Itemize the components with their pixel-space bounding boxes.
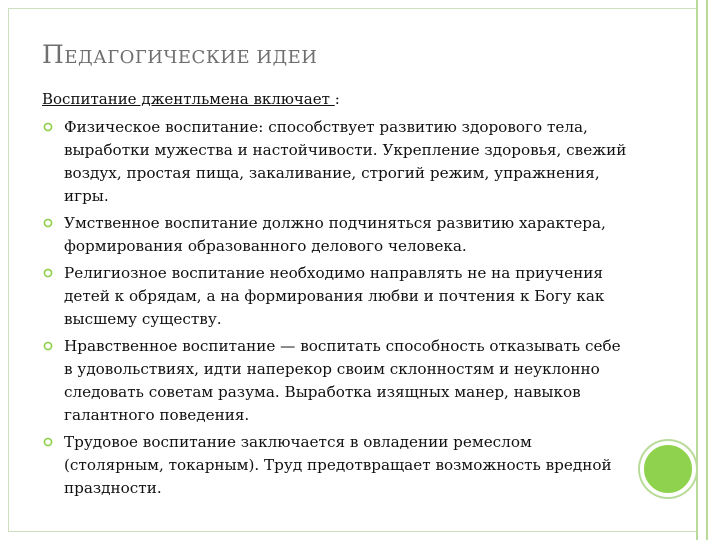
list-item-text: Нравственное воспитание — воспитать способность отказывать себе в удовольствиях, идти наперекор своим склонностям и неуклонно следовать советам разума. Выработка изящных манер, навыков галантного поведения.: [64, 337, 621, 424]
list-item: [42, 212, 632, 258]
list-item: [42, 262, 632, 331]
title-rest: ЕДАГОГИЧЕСКИЕ ИДЕИ: [64, 47, 318, 68]
subtitle-underlined: Воспитание джентльмена включает: [42, 90, 335, 108]
list-item-text: Физическое воспитание: способствует развитию здорового тела, выработки мужества и настойчивости. Укрепление здоровья, свежий воздух, простая пища, закаливание, строгий режим, упражнения, игры.: [64, 118, 627, 205]
hollow-circle-bullet-icon: [43, 437, 53, 447]
list-item: [42, 116, 632, 208]
title-first-letter: П: [42, 40, 65, 69]
list-item-text: Религиозное воспитание необходимо направлять не на приучения детей к обрядам, а на формирования любви и почтения к Богу как высшему существу.: [64, 264, 605, 328]
list-item: [42, 335, 632, 427]
green-circle-decoration: [640, 441, 696, 497]
hollow-circle-bullet-icon: [43, 341, 53, 351]
bullet-list: [42, 116, 632, 504]
list-item: [42, 431, 632, 500]
hollow-circle-bullet-icon: [43, 218, 53, 228]
list-item-text: Умственное воспитание должно подчиняться развитию характера, формирования образованного делового человека.: [64, 214, 606, 255]
slide-subtitle: [42, 90, 340, 108]
hollow-circle-bullet-icon: [43, 268, 53, 278]
hollow-circle-bullet-icon: [43, 122, 53, 132]
subtitle-colon: :: [334, 90, 340, 108]
right-decorative-bar: [696, 0, 708, 540]
list-item-text: Трудовое воспитание заключается в овладении ремеслом (столярным, токарным). Труд предотвращает возможность вредной праздности.: [64, 433, 612, 497]
slide-title: [42, 40, 318, 69]
